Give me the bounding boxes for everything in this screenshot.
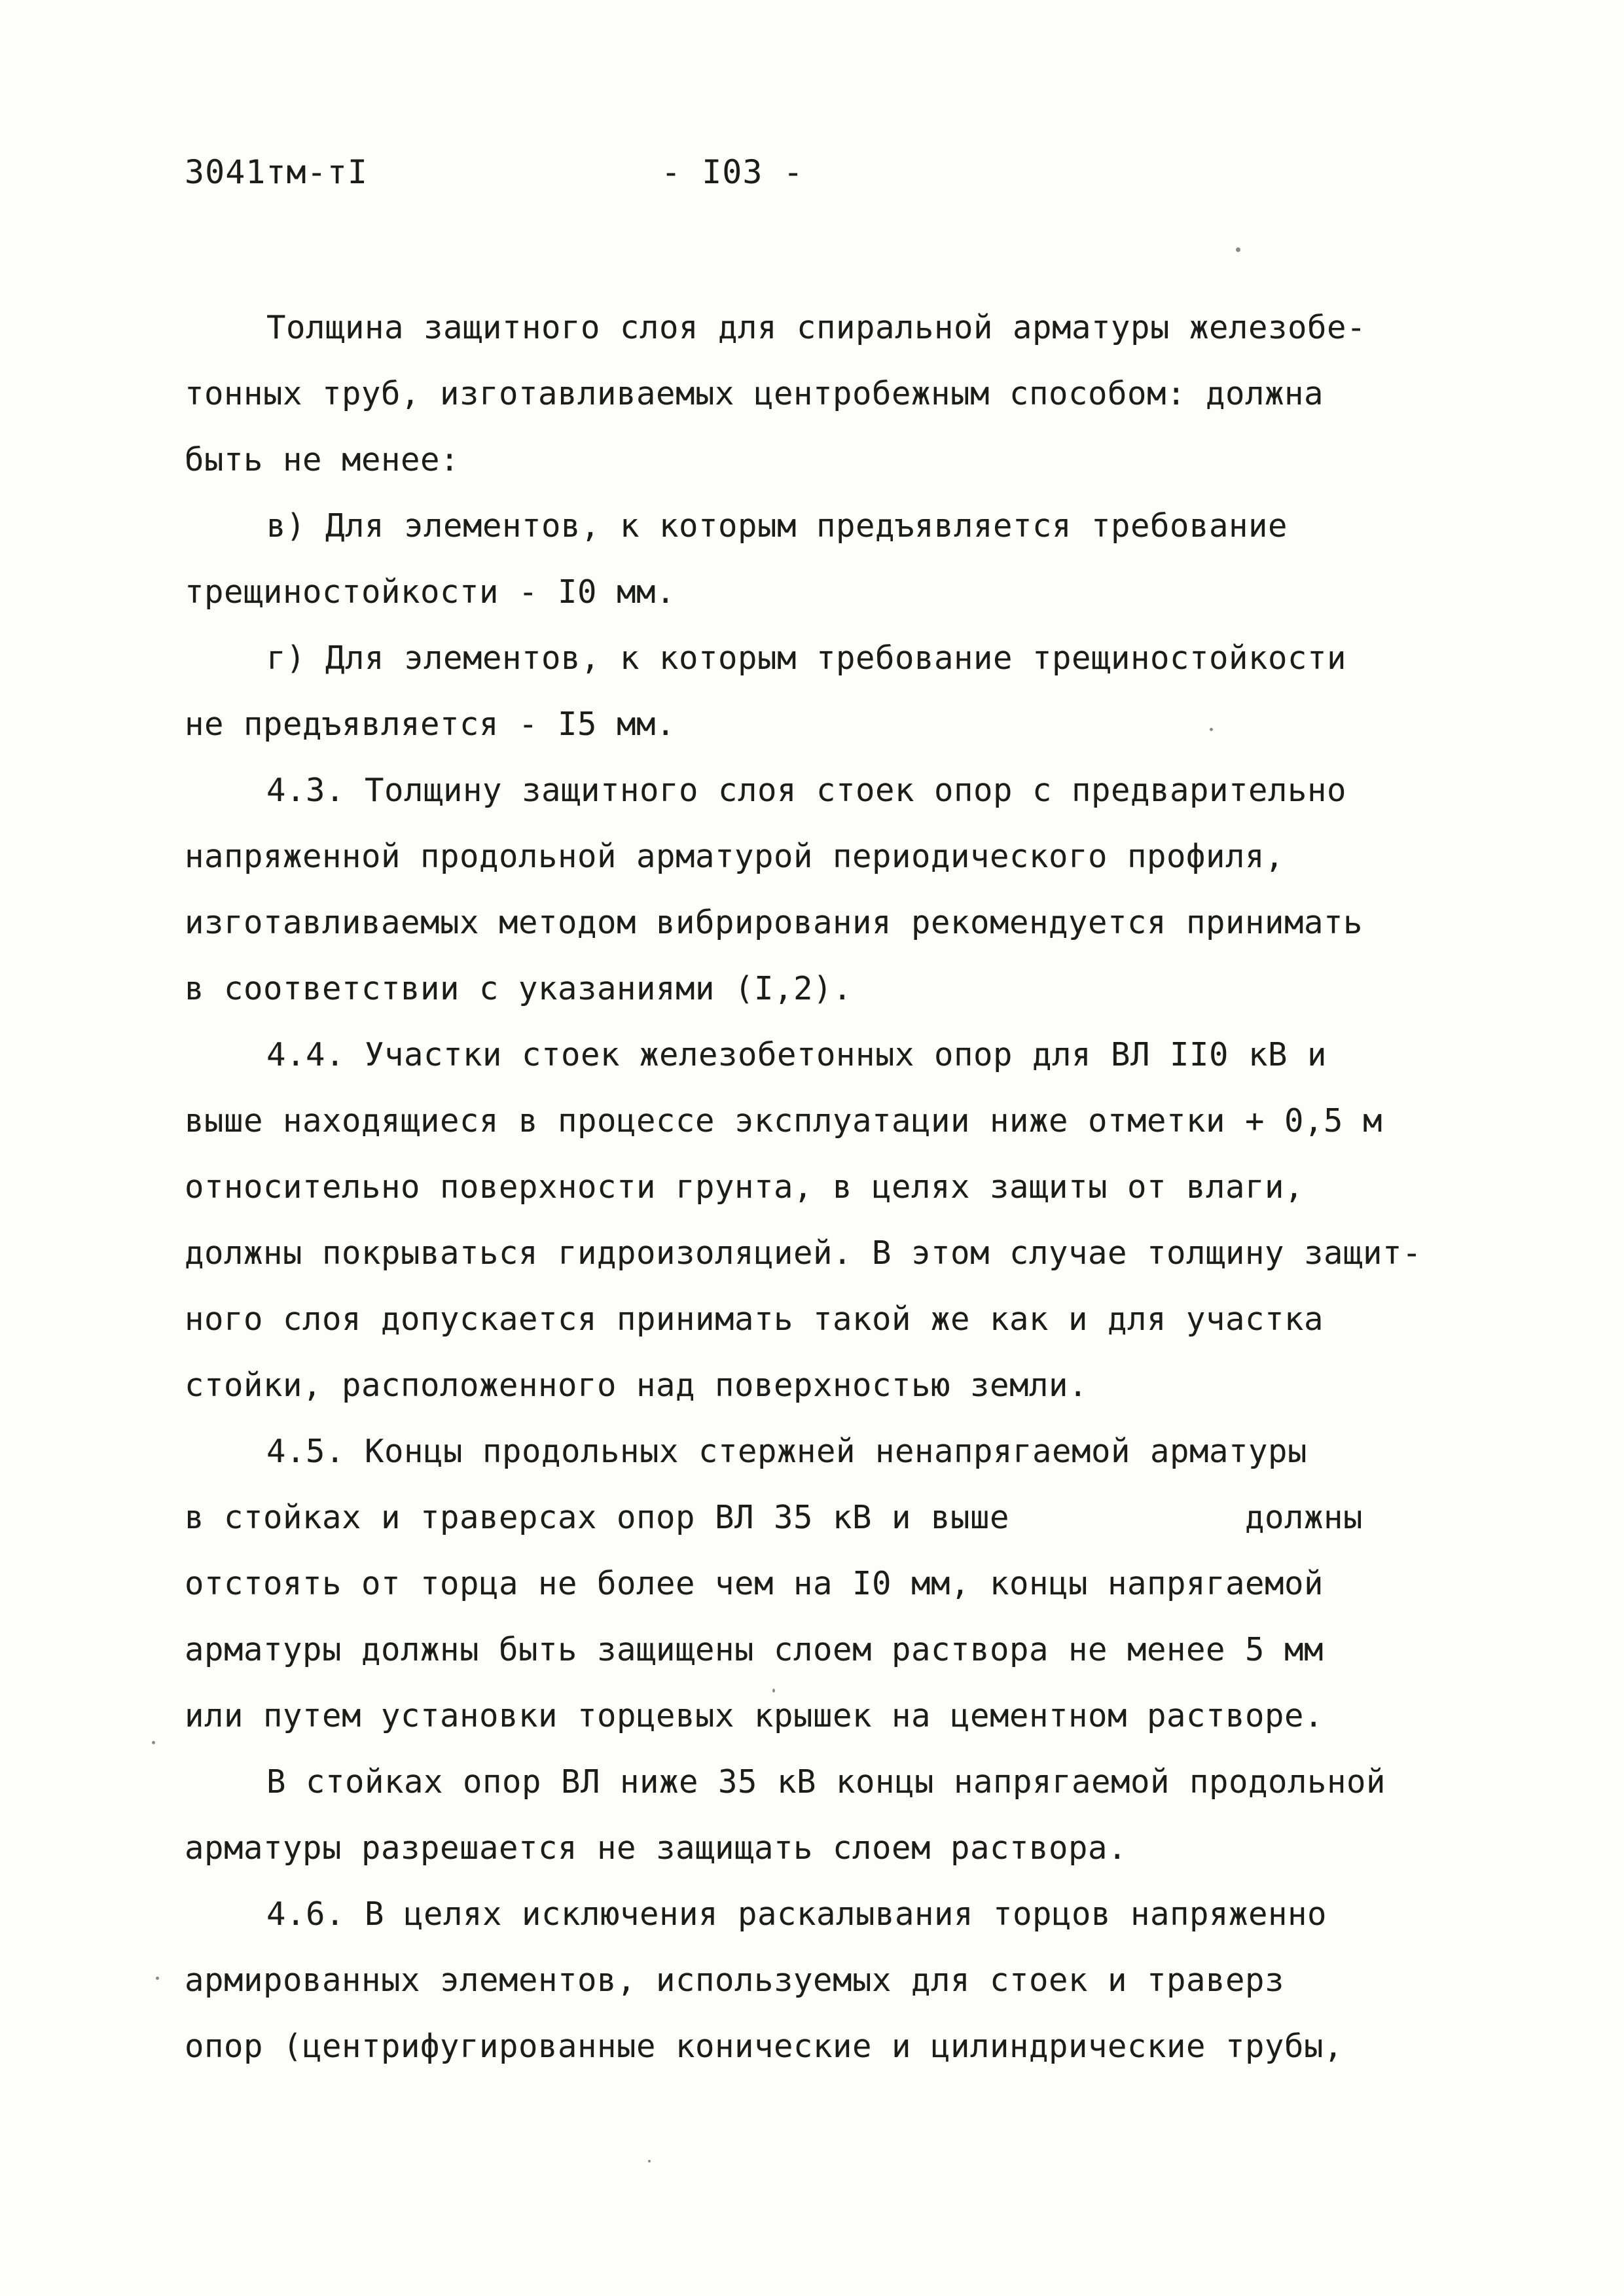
- text-line: относительно поверхности грунта, в целях защиты от влаги,: [185, 1168, 1305, 1206]
- document-code: 3041тм-тI: [185, 153, 368, 191]
- scan-speck: [156, 1977, 159, 1980]
- text-line: в) Для элементов, к которым предъявляется требование: [266, 507, 1288, 545]
- text-line: в стойках и траверсах опор ВЛ 35 кВ и выше должны: [185, 1499, 1363, 1536]
- scan-speck: [648, 2160, 651, 2162]
- text-line: армированных элементов, используемых для стоек и траверз: [185, 1962, 1285, 1999]
- text-line: не предъявляется - I5 мм.: [185, 706, 676, 743]
- text-line: В стойках опор ВЛ ниже 35 кВ концы напрягаемой продольной: [266, 1763, 1386, 1801]
- scan-speck: [772, 1689, 775, 1693]
- text-line: 4.6. В целях исключения раскалывания торцов напряженно: [266, 1895, 1327, 1933]
- text-line: в соответствии с указаниями (I,2).: [185, 970, 853, 1007]
- text-line: Толщина защитного слоя для спиральной арматуры железобе-: [266, 309, 1367, 346]
- text-line: опор (центрифугированные конические и цилиндрические трубы,: [185, 2028, 1344, 2065]
- text-line: арматуры должны быть защищены слоем раствора не менее 5 мм: [185, 1631, 1324, 1668]
- scan-speck: [152, 1741, 155, 1744]
- text-line: изготавливаемых методом вибрирования рекомендуется принимать: [185, 904, 1363, 941]
- text-line: трещиностойкости - I0 мм.: [185, 573, 676, 611]
- text-line: быть не менее:: [185, 441, 460, 478]
- text-line: должны покрываться гидроизоляцией. В этом случае толщину защит-: [185, 1234, 1422, 1272]
- page-number: - I03 -: [661, 153, 804, 191]
- text-line: тонных труб, изготавливаемых центробежным способом: должна: [185, 375, 1324, 412]
- scan-speck: [1210, 728, 1213, 731]
- text-line: 4.4. Участки стоек железобетонных опор для ВЛ II0 кВ и: [266, 1036, 1327, 1073]
- scan-speck: [1236, 247, 1240, 252]
- text-line: стойки, расположенного над поверхностью земли.: [185, 1367, 1089, 1404]
- text-line: или путем установки торцевых крышек на цементном растворе.: [185, 1697, 1324, 1734]
- text-line: арматуры разрешается не защищать слоем раствора.: [185, 1829, 1128, 1867]
- document-body: [185, 295, 1468, 2079]
- text-line: 4.5. Концы продольных стержней ненапрягаемой арматуры: [266, 1433, 1308, 1470]
- text-line: г) Для элементов, к которым требование трещиностойкости: [266, 639, 1347, 677]
- text-line: 4.3. Толщину защитного слоя стоек опор с предварительно: [266, 772, 1347, 809]
- text-line: выше находящиеся в процессе эксплуатации ниже отметки + 0,5 м: [185, 1102, 1383, 1139]
- page-header: [0, 149, 1624, 195]
- text-line: отстоять от торца не более чем на I0 мм, концы напрягаемой: [185, 1565, 1324, 1602]
- text-line: ного слоя допускается принимать такой же как и для участка: [185, 1300, 1324, 1338]
- text-line: напряженной продольной арматурой периодического профиля,: [185, 838, 1285, 875]
